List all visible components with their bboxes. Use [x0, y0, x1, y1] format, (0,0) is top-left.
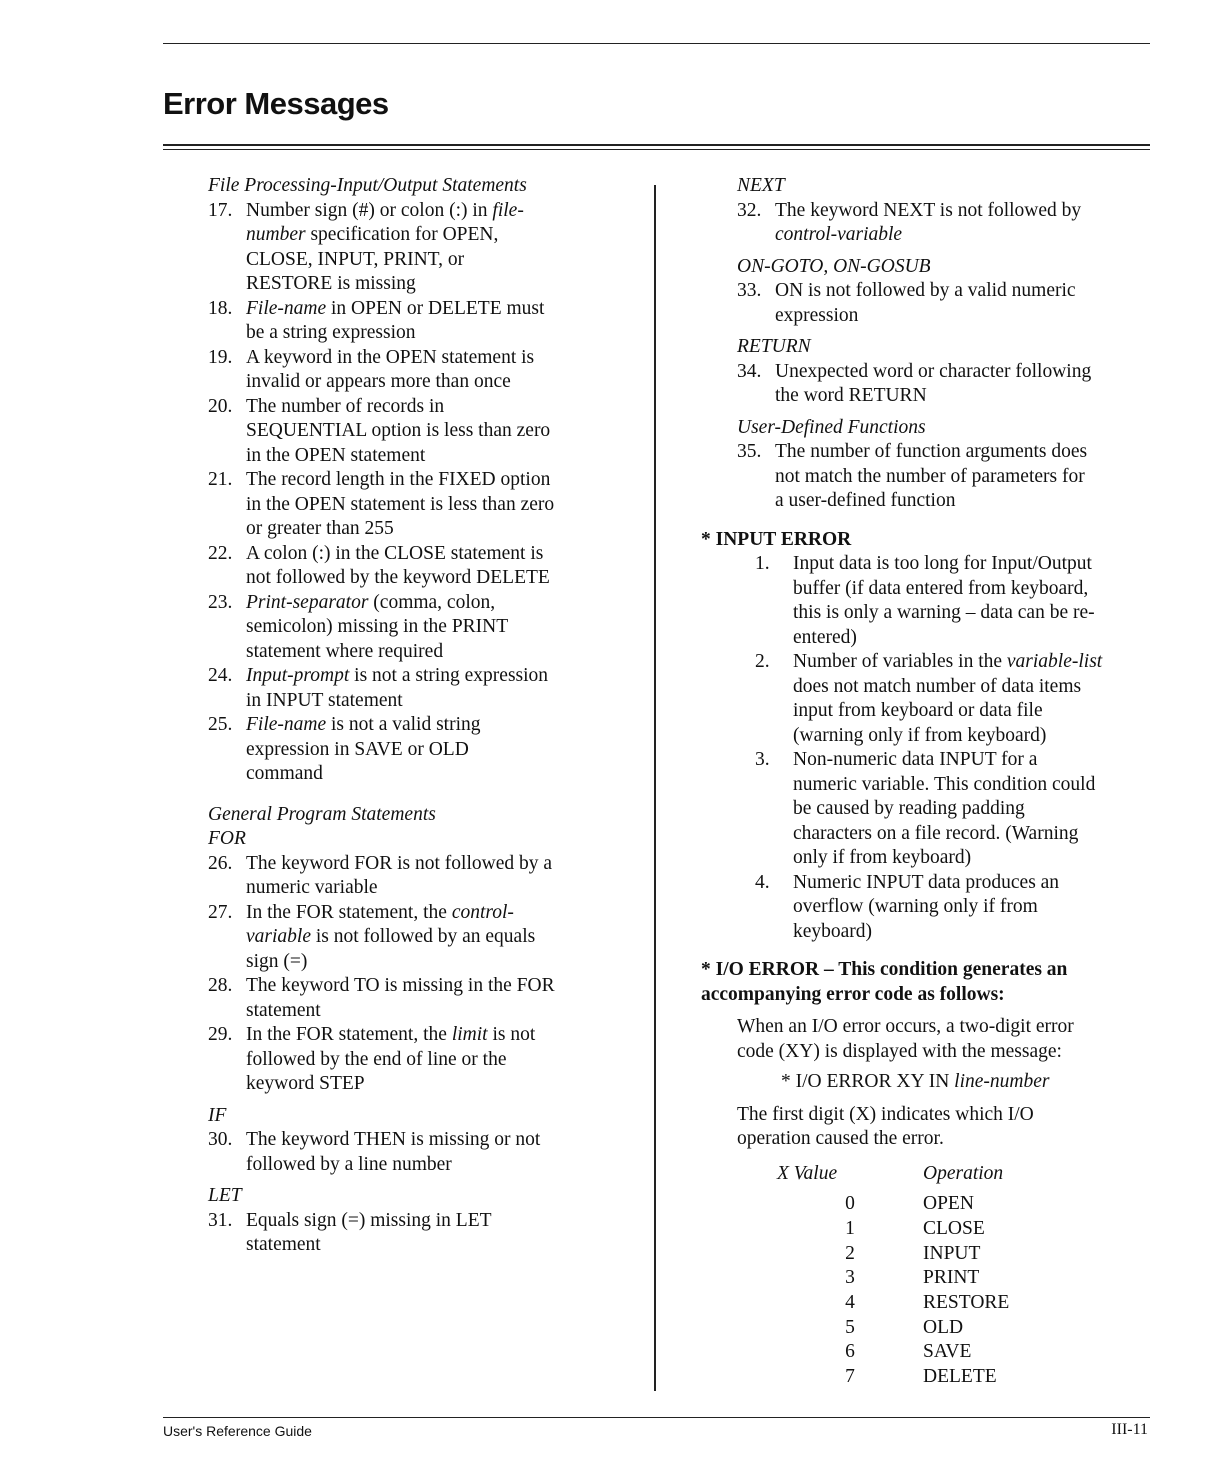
text-line: * I/O ERROR XY IN line-number: [781, 1071, 1050, 1092]
table-row: [777, 1365, 1009, 1390]
italic-term: Print-separator: [246, 591, 369, 613]
text-line: [701, 528, 1167, 553]
error-item: [208, 199, 638, 297]
italic-term: variable-list: [1006, 651, 1103, 672]
error-item: [208, 713, 638, 787]
error-item: [208, 542, 638, 591]
error-number: 26.: [208, 852, 233, 874]
text-line: expression: [775, 304, 859, 326]
text-line: Input data is too long for Input/Output: [793, 553, 1092, 574]
bold-label: * INPUT ERROR: [701, 528, 852, 550]
operation: RESTORE: [923, 1292, 1010, 1314]
italic-term: File-name: [246, 297, 327, 319]
error-type-heading: [701, 958, 1167, 1007]
text-line: The keyword NEXT is not followed by: [775, 199, 1082, 221]
text-line: accompanying error code as follows:: [701, 983, 1005, 1005]
text-line: does not match number of data items: [793, 675, 1082, 697]
error-item: [755, 748, 1167, 871]
operation: OPEN: [923, 1193, 974, 1215]
text-line: The keyword THEN is missing or not: [246, 1129, 541, 1150]
error-message-format: [737, 1070, 1167, 1095]
error-item: [208, 664, 638, 713]
error-number: 33.: [737, 280, 762, 301]
operation: SAVE: [923, 1341, 972, 1363]
italic-term: File-name: [246, 714, 327, 735]
text-line: buffer (if data entered from keyboard,: [793, 577, 1089, 599]
error-number: 30.: [208, 1129, 233, 1150]
text-line: RESTORE is missing: [246, 273, 416, 294]
x-value: 4: [845, 1292, 855, 1314]
table-header-x-value: X Value: [777, 1162, 838, 1184]
text-line: characters on a file record. (Warning: [793, 822, 1079, 844]
text-line: operation caused the error.: [737, 1128, 944, 1149]
text-line: followed by a line number: [246, 1153, 452, 1175]
error-item: [208, 901, 638, 975]
error-number: 35.: [737, 441, 762, 462]
text-line: followed by the end of line or the: [246, 1048, 507, 1070]
error-item: [208, 974, 638, 1023]
paragraph: [737, 1015, 1167, 1064]
error-number: 24.: [208, 665, 233, 686]
paragraph: [737, 1103, 1167, 1152]
text-line: in the OPEN statement is less than zero: [246, 493, 555, 515]
error-number: 18.: [208, 297, 233, 319]
section-heading: General Program Statements: [208, 803, 436, 825]
italic-term: control-variable: [775, 224, 903, 245]
title-rule-thin: [163, 149, 1150, 150]
table-row: [777, 1266, 1009, 1291]
footer-guide-title: User's Reference Guide: [163, 1423, 312, 1439]
error-number: 19.: [208, 346, 233, 368]
text-line: sign (=): [246, 950, 308, 972]
text-line: Input-prompt is not a string expression: [246, 665, 549, 686]
text-line: expression in SAVE or OLD: [246, 738, 469, 760]
error-number: 31.: [208, 1209, 233, 1231]
text-line: entered): [793, 626, 857, 648]
error-item: [208, 297, 638, 346]
x-value: 7: [845, 1366, 855, 1388]
text-line: statement: [246, 999, 321, 1021]
column-divider: [654, 185, 656, 1391]
text-line: numeric variable: [246, 877, 378, 898]
text-line: Unexpected word or character following: [775, 360, 1092, 382]
text-line: Number of variables in the variable-list: [793, 651, 1103, 672]
text-line: code (XY) is displayed with the message:: [737, 1040, 1062, 1062]
x-value: 6: [845, 1341, 855, 1363]
error-item: [755, 552, 1167, 650]
x-value: 0: [845, 1193, 855, 1215]
text-line: The number of records in: [246, 395, 445, 417]
error-item: [755, 650, 1167, 748]
text-line: (warning only if from keyboard): [793, 724, 1047, 746]
error-number: 4.: [755, 871, 770, 893]
text-line: variable is not followed by an equals: [246, 926, 536, 947]
error-number: 17.: [208, 199, 233, 221]
italic-term: file-: [492, 199, 524, 221]
io-error-code-table: [777, 1162, 1009, 1390]
error-number: 22.: [208, 542, 233, 564]
text-line: ON is not followed by a valid numeric: [775, 280, 1076, 301]
text-line: A colon (:) in the CLOSE statement is: [246, 542, 544, 564]
text-line: this is only a warning – data can be re-: [793, 602, 1095, 623]
error-number: 3.: [755, 749, 770, 770]
error-number: 23.: [208, 591, 233, 613]
error-item: [737, 360, 1167, 409]
text-line: File-name is not a valid string: [246, 714, 481, 735]
text-line: the word RETURN: [775, 385, 927, 406]
text-line: File-name in OPEN or DELETE must: [246, 297, 545, 319]
error-type-heading: [701, 528, 1167, 553]
italic-term: Input-prompt: [246, 665, 350, 686]
error-item: [208, 1209, 638, 1258]
text-line: not match the number of parameters for: [775, 465, 1085, 487]
text-line: in the OPEN statement: [246, 444, 426, 466]
italic-term: control-: [451, 901, 514, 923]
page-number: III-11: [1111, 1421, 1148, 1438]
error-item: [208, 346, 638, 395]
table-row: [777, 1217, 1009, 1242]
error-item: [208, 1023, 638, 1097]
text-line: be caused by reading padding: [793, 798, 1025, 819]
operation: DELETE: [923, 1366, 997, 1388]
statement-heading: NEXT: [737, 175, 785, 196]
text-line: statement where required: [246, 640, 444, 662]
text-line: statement: [246, 1234, 321, 1255]
text-line: The first digit (X) indicates which I/O: [737, 1103, 1034, 1125]
error-item: [208, 852, 638, 901]
error-number: 27.: [208, 901, 233, 923]
text-line: CLOSE, INPUT, PRINT, or: [246, 248, 465, 270]
text-line: Print-separator (comma, colon,: [246, 591, 496, 613]
text-line: or greater than 255: [246, 518, 394, 539]
italic-term: line-number: [954, 1071, 1050, 1092]
text-line: Equals sign (=) missing in LET: [246, 1209, 492, 1231]
text-line: The number of function arguments does: [775, 441, 1088, 462]
table-row: [777, 1316, 1009, 1341]
x-value: 3: [845, 1267, 855, 1289]
bold-label: * I/O ERROR: [701, 959, 820, 980]
text-line: A keyword in the OPEN statement is: [246, 346, 535, 368]
text-line: input from keyboard or data file: [793, 700, 1043, 721]
text-line: only if from keyboard): [793, 847, 972, 868]
error-item: [208, 1128, 638, 1177]
text-line: command: [246, 763, 323, 784]
table-header-operation: Operation: [923, 1162, 1004, 1184]
text-line: The keyword FOR is not followed by a: [246, 852, 553, 874]
text-line: semicolon) missing in the PRINT: [246, 616, 509, 637]
operation: INPUT: [923, 1242, 981, 1264]
text-line: The keyword TO is missing in the FOR: [246, 975, 555, 996]
section-heading: File Processing-Input/Output Statements: [208, 175, 527, 196]
error-number: 32.: [737, 199, 762, 221]
text-line: keyboard): [793, 920, 873, 942]
page-title: Error Messages: [163, 86, 389, 121]
text-line: In the FOR statement, the control-: [246, 901, 514, 923]
error-number: 1.: [755, 553, 770, 574]
error-number: 21.: [208, 469, 233, 490]
error-item: [737, 279, 1167, 328]
x-value: 1: [845, 1217, 855, 1239]
text-line: not followed by the keyword DELETE: [246, 567, 550, 588]
table-row: [777, 1291, 1009, 1316]
text-line: Number sign (#) or colon (:) in file-: [246, 199, 524, 221]
text-line: in INPUT statement: [246, 689, 403, 711]
text-line: Non-numeric data INPUT for a: [793, 749, 1038, 770]
text-line: The record length in the FIXED option: [246, 469, 551, 490]
table-row: [777, 1242, 1009, 1267]
statement-heading: LET: [208, 1185, 242, 1206]
error-item: [208, 395, 638, 469]
text-line: keyword STEP: [246, 1073, 365, 1094]
error-number: 28.: [208, 975, 233, 996]
text-line: When an I/O error occurs, a two-digit error: [737, 1016, 1074, 1037]
top-rule: [163, 43, 1150, 44]
text-line: a user-defined function: [775, 490, 956, 511]
text-line: be a string expression: [246, 322, 416, 343]
error-number: 34.: [737, 360, 762, 382]
right-column: [701, 174, 1167, 1390]
error-item: [208, 468, 638, 542]
text-line: number specification for OPEN,: [246, 224, 499, 245]
statement-heading: FOR: [208, 828, 246, 849]
text-line: numeric variable. This condition could: [793, 773, 1096, 795]
text-line: In the FOR statement, the limit is not: [246, 1024, 536, 1045]
error-number: 20.: [208, 395, 233, 417]
left-column: [208, 174, 638, 1258]
text-line: invalid or appears more than once: [246, 371, 511, 392]
text-line: Numeric INPUT data produces an: [793, 871, 1060, 893]
error-item: [737, 440, 1167, 514]
title-rule: [163, 144, 1150, 146]
operation: OLD: [923, 1316, 964, 1338]
footer-rule: [163, 1417, 1150, 1418]
italic-term: number: [246, 224, 306, 245]
error-number: 2.: [755, 651, 770, 672]
text-line: overflow (warning only if from: [793, 896, 1038, 917]
operation: PRINT: [923, 1267, 980, 1289]
error-item: [737, 199, 1167, 248]
x-value: 5: [845, 1316, 855, 1338]
table-row: [777, 1192, 1009, 1217]
italic-term: variable: [246, 926, 311, 947]
error-item: [755, 871, 1167, 945]
statement-heading: ON-GOTO, ON-GOSUB: [737, 255, 931, 277]
statement-heading: User-Defined Functions: [737, 416, 926, 438]
error-number: 25.: [208, 714, 233, 735]
x-value: 2: [845, 1242, 855, 1264]
error-item: [208, 591, 638, 665]
statement-heading: IF: [208, 1104, 227, 1126]
text-line: [775, 223, 1167, 248]
text-line: SEQUENTIAL option is less than zero: [246, 420, 551, 441]
table-row: [777, 1340, 1009, 1365]
operation: CLOSE: [923, 1217, 985, 1239]
error-number: 29.: [208, 1024, 233, 1045]
text-line: * I/O ERROR – This condition generates an: [701, 959, 1068, 980]
italic-term: limit: [451, 1024, 488, 1045]
statement-heading: RETURN: [737, 336, 811, 357]
